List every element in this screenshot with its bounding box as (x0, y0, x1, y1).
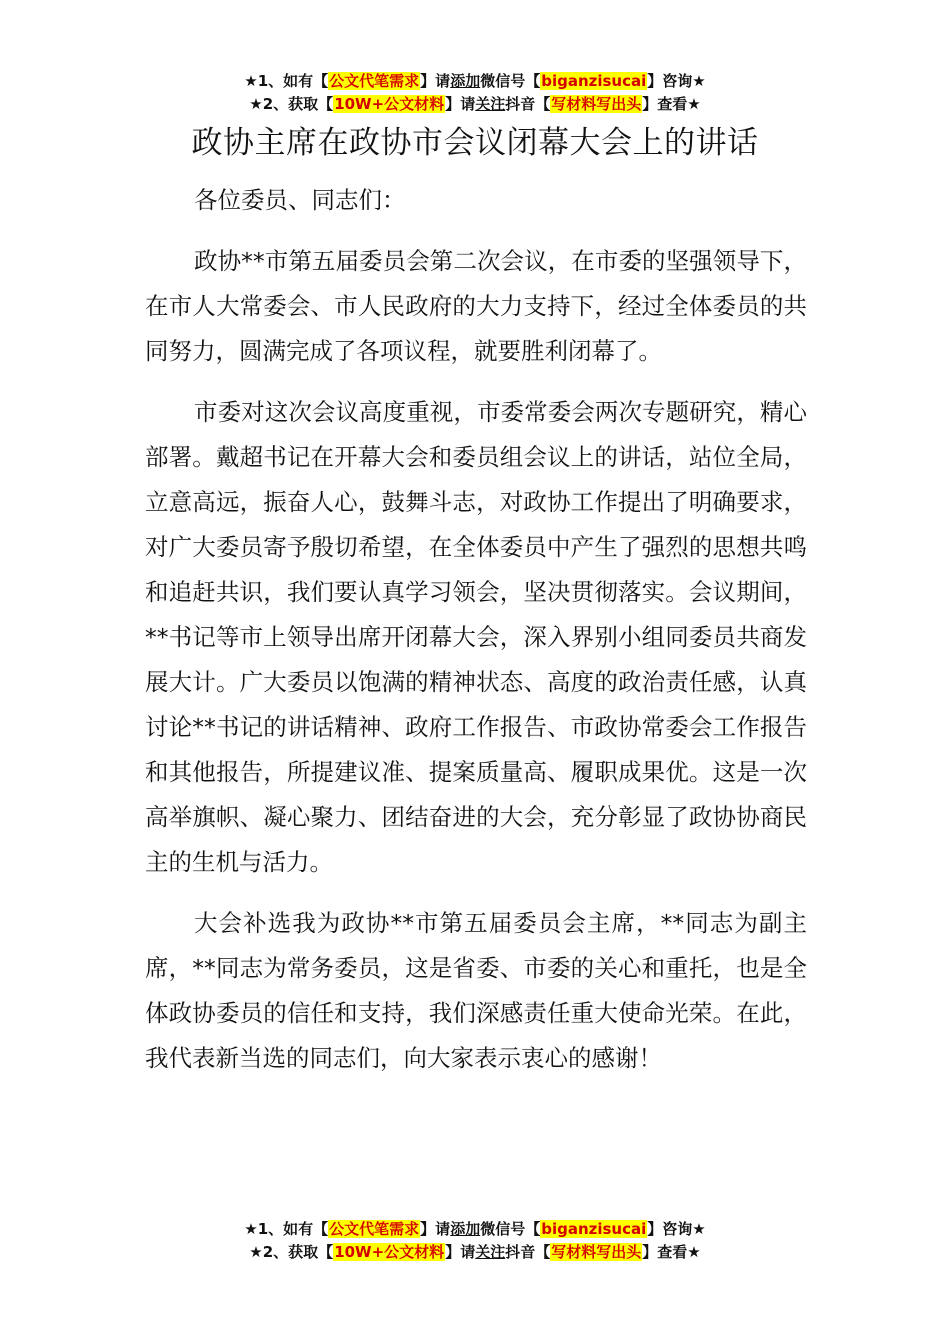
promo-text: ★2、获取【 (249, 95, 334, 113)
promo-text: 】请 (420, 1220, 451, 1238)
promo-highlight: 公文代笔需求 (329, 1220, 420, 1238)
promo-text: 微信号【 (480, 72, 541, 90)
promo-highlight: biganzisucai (541, 72, 647, 90)
promo-highlight: biganzisucai (541, 1220, 647, 1238)
promo-line-2 (0, 93, 950, 116)
promo-text: ★1、如有【 (244, 72, 329, 90)
promo-text: 】请 (420, 72, 451, 90)
promo-text: 】查看★ (642, 1243, 701, 1261)
body-paragraph-2: 市委对这次会议高度重视，市委常委会两次专题研究，精心部署。戴超书记在开幕大会和委员组会议上的讲话，站位全局，立意高远，振奋人心，鼓舞斗志，对政协工作提出了明确要求，对广大委员寄予殷切希望，在全体委员中产生了强烈的思想共鸣和追赶共识，我们要认真学习领会，坚决贯彻落实。会议期间，**书记等市上领导出席开闭幕大会，深入界别小组同委员共商发展大计。广大委员以饱满的精神状态、高度的政治责任感，认真讨论**书记的讲话精神、政府工作报告、市政协常委会工作报告和其他报告，所提建议准、提案质量高、履职成果优。这是一次高举旗帜、凝心聚力、团结奋进的大会，充分彰显了政协协商民主的生机与活力。 (145, 398, 807, 876)
promo-highlight: 10W+公文材料 (334, 1243, 445, 1261)
promo-underlined-text: 添加 (450, 72, 481, 90)
promo-header (0, 70, 950, 116)
promo-text: 】咨询★ (647, 72, 706, 90)
promo-highlight: 写材料写出头 (551, 95, 642, 113)
promo-line-2 (0, 1241, 950, 1264)
body-paragraph-1: 政协**市第五届委员会第二次会议，在市委的坚强领导下，在市人大常委会、市人民政府的大力支持下，经过全体委员的共同努力，圆满完成了各项议程，就要胜利闭幕了。 (145, 247, 807, 365)
promo-text: 】咨询★ (647, 1220, 706, 1238)
promo-underlined-text: 添加 (450, 1220, 481, 1238)
promo-underlined-text: 关注 (475, 95, 506, 113)
promo-footer (0, 1218, 950, 1264)
promo-highlight: 写材料写出头 (551, 1243, 642, 1261)
document-title: 政协主席在政协市会议闭幕大会上的讲话 (191, 125, 759, 161)
body-paragraph-3: 大会补选我为政协**市第五届委员会主席，**同志为副主席，**同志为常务委员，这是省委、市委的关心和重托，也是全体政协委员的信任和支持，我们深感责任重大使命光荣。在此，我代表新当选的同志们，向大家表示衷心的感谢！ (145, 909, 807, 1072)
promo-text: 】请 (445, 95, 476, 113)
salutation: 各位委员、同志们： (194, 186, 406, 214)
promo-text: 】查看★ (642, 95, 701, 113)
promo-text: 抖音【 (505, 95, 551, 113)
promo-text: 微信号【 (480, 1220, 541, 1238)
promo-text: 抖音【 (505, 1243, 551, 1261)
promo-highlight: 公文代笔需求 (329, 72, 420, 90)
promo-text: 】请 (445, 1243, 476, 1261)
promo-line-1 (0, 70, 950, 93)
promo-text: ★1、如有【 (244, 1220, 329, 1238)
promo-underlined-text: 关注 (475, 1243, 506, 1261)
document-body (145, 178, 807, 1097)
promo-text: ★2、获取【 (249, 1243, 334, 1261)
promo-line-1 (0, 1218, 950, 1241)
promo-highlight: 10W+公文材料 (334, 95, 445, 113)
